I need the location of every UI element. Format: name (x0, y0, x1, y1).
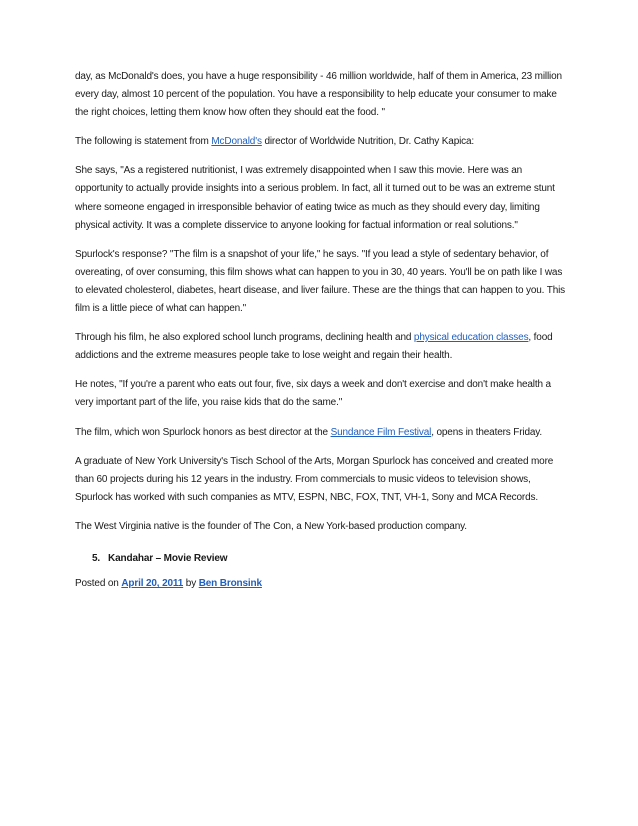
section-number: 5. (92, 552, 101, 564)
text: director of Worldwide Nutrition, Dr. Cathy Kapica: (261, 136, 475, 148)
mcdonalds-link[interactable]: McDonald's (211, 136, 262, 148)
author-link[interactable]: Ben Bronsink (198, 578, 262, 590)
paragraph-statement-intro (75, 133, 567, 151)
posted-by: by (183, 578, 199, 590)
posted-line (75, 575, 567, 593)
text: The film, which won Spurlock honors as best director at the (75, 426, 331, 438)
sundance-link[interactable]: Sundance Film Festival (330, 426, 432, 438)
article-body (75, 68, 567, 593)
paragraph-mcdonalds-responsibility: day, as McDonald's does, you have a huge responsibility - 46 million worldwide, half of them in America, 23 million every day, almost 10 percent of the population. You have a responsibility to help educate your consumer to make the right choices, letting them know how often they should eat the food. " (75, 71, 562, 119)
paragraph-school-lunch (75, 329, 567, 365)
paragraph-west-virginia: The West Virginia native is the founder of The Con, a New York-based production company. (75, 520, 467, 532)
physical-education-link[interactable]: physical education classes (413, 332, 529, 344)
post-date-link[interactable]: April 20, 2011 (121, 578, 184, 590)
paragraph-parent-notes: He notes, "If you're a parent who eats out four, five, six days a week and don't exercise and don't make health a very important part of the life, you raise kids that do the same." (75, 379, 551, 409)
section-title: Kandahar – Movie Review (108, 552, 228, 564)
text: Through his film, he also explored school lunch programs, declining health and (75, 332, 414, 344)
paragraph-spurlock-response: Spurlock's response? "The film is a snapshot of your life," he says. "If you lead a style of sedentary behavior, of overeating, of over consuming, this film shows what can happen to you in 30, 40 years. You'll be on path like I was to elevated cholesterol, diabetes, heart disease, and liver failure. These are the things that can happen to you. This film is a little piece of what can happen." (75, 248, 566, 315)
section-heading (75, 550, 567, 568)
text: , food addictions and the extreme measures people take to lose weight and regain their health. (75, 332, 553, 362)
text: The following is statement from (75, 136, 212, 148)
paragraph-sundance (75, 424, 567, 442)
paragraph-nutritionist-quote: She says, "As a registered nutritionist, I was extremely disappointed when I saw this movie. Here was an opportunity to actually provide insights into a serious problem. In fact, all it turned out to be was an extreme stunt where someone engaged in irresponsible behavior of eating twice as much as they should every day, limiting physical activity. It was a complete disservice to anyone looking for factual information or real solutions." (75, 165, 555, 231)
text: , opens in theaters Friday. (431, 426, 543, 438)
posted-prefix: Posted on (75, 578, 122, 590)
paragraph-biography: A graduate of New York University's Tisch School of the Arts, Morgan Spurlock has conceived and created more than 60 projects during his 12 years in the industry. From commercials to music videos to television shows, Spurlock has worked with such companies as MTV, ESPN, NBC, FOX, TNT, VH-1, Sony and MCA Records. (75, 455, 554, 503)
